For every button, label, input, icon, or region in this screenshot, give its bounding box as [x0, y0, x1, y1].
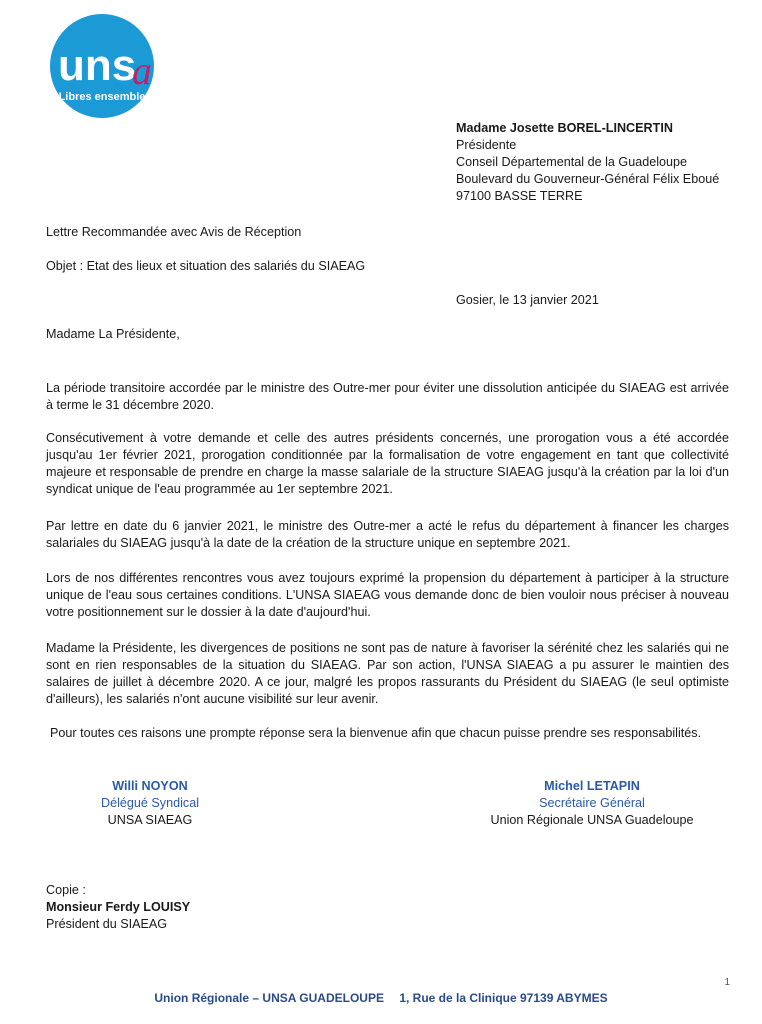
recipient-title: Présidente: [456, 138, 517, 152]
paragraph-3: Par lettre en date du 6 janvier 2021, le ministre des Outre-mer a acté le refus du département à financer les charges salariales du SIAEAG jusqu'à la date de la création de la structure unique en septembre 2021.: [46, 519, 729, 550]
recipient-street: Boulevard du Gouverneur-Général Félix Eboué: [456, 172, 720, 186]
paragraph-4: Lors de nos différentes rencontres vous avez toujours exprimé la propension du département à participer à la structure unique de l'eau sous certaines conditions. L'UNSA SIAEAG vous demande donc de bien vouloir nous préciser à nouveau votre positionnement sur le dossier à la date d'aujourd'hui.: [46, 571, 729, 619]
recipient-address: [456, 120, 719, 205]
footer-address: 1, Rue de la Clinique 97139 ABYMES: [399, 991, 608, 1005]
copy-label: Copie :: [46, 883, 86, 897]
paragraph-1: La période transitoire accordée par le ministre des Outre-mer pour éviter une dissolution anticipée du SIAEAG est arrivée à terme le 31 décembre 2020.: [46, 381, 729, 412]
signatory-organization: UNSA SIAEAG: [107, 813, 193, 827]
unsa-logo: [48, 14, 164, 118]
logo-tagline: Libres ensemble: [58, 91, 146, 103]
subject-line: Objet : Etat des lieux et situation des salariés du SIAEAG: [46, 259, 366, 273]
copy-recipient: [46, 882, 190, 933]
footer: [0, 990, 762, 1007]
copy-role: Président du SIAEAG: [46, 917, 168, 931]
signature-right: [482, 778, 702, 829]
signatory-name: Michel LETAPIN: [544, 779, 640, 793]
paragraph-5: Madame la Présidente, les divergences de positions ne sont pas de nature à favoriser la sérénité chez les salariés qui ne sont en rien responsables de la situation du SIAEAG. Par son action, l'UNSA SIAEAG a pu assurer le maintien des salaires de juillet à décembre 2020. A ce jour, malgré les propos rassurants du Président du SIAEAG (le seul optimiste d'ailleurs), les salariés n'ont aucune visibilité sur leur avenir.: [46, 641, 729, 706]
paragraph-2: Consécutivement à votre demande et celle des autres présidents concernés, une prorogation vous a été accordée jusqu'au 1er février 2021, prorogation conditionnée par la formalisation de votre engagement en tant que collectivité majeure et responsable de prendre en charge la masse salariale de la structure SIAEAG jusqu'à la création par la loi d'un syndicat unique de l'eau programmée au 1er septembre 2021.: [46, 431, 729, 496]
signatory-role: Délégué Syndical: [100, 796, 199, 810]
signatory-organization: Union Régionale UNSA Guadeloupe: [490, 813, 694, 827]
date-line: Gosier, le 13 janvier 2021: [456, 293, 599, 307]
letter-type: Lettre Recommandée avec Avis de Réception: [46, 225, 302, 239]
signatory-role: Secrétaire Général: [539, 796, 645, 810]
recipient-city: 97100 BASSE TERRE: [456, 189, 583, 203]
recipient-organization: Conseil Départemental de la Guadeloupe: [456, 155, 688, 169]
page-number: 1: [724, 977, 730, 988]
salutation: Madame La Présidente,: [46, 327, 180, 341]
copy-name: Monsieur Ferdy LOUISY: [46, 900, 191, 914]
logo-letters: uns: [58, 41, 137, 90]
signature-left: [60, 778, 240, 829]
recipient-name: Madame Josette BOREL-LINCERTIN: [456, 121, 673, 135]
footer-organization: Union Régionale – UNSA GUADELOUPE: [154, 991, 384, 1005]
signatory-name: Willi NOYON: [112, 779, 188, 793]
paragraph-6: Pour toutes ces raisons une prompte réponse sera la bienvenue afin que chacun puisse prendre ses responsabilités.: [50, 726, 702, 740]
logo-accent-letter: a: [132, 48, 152, 93]
